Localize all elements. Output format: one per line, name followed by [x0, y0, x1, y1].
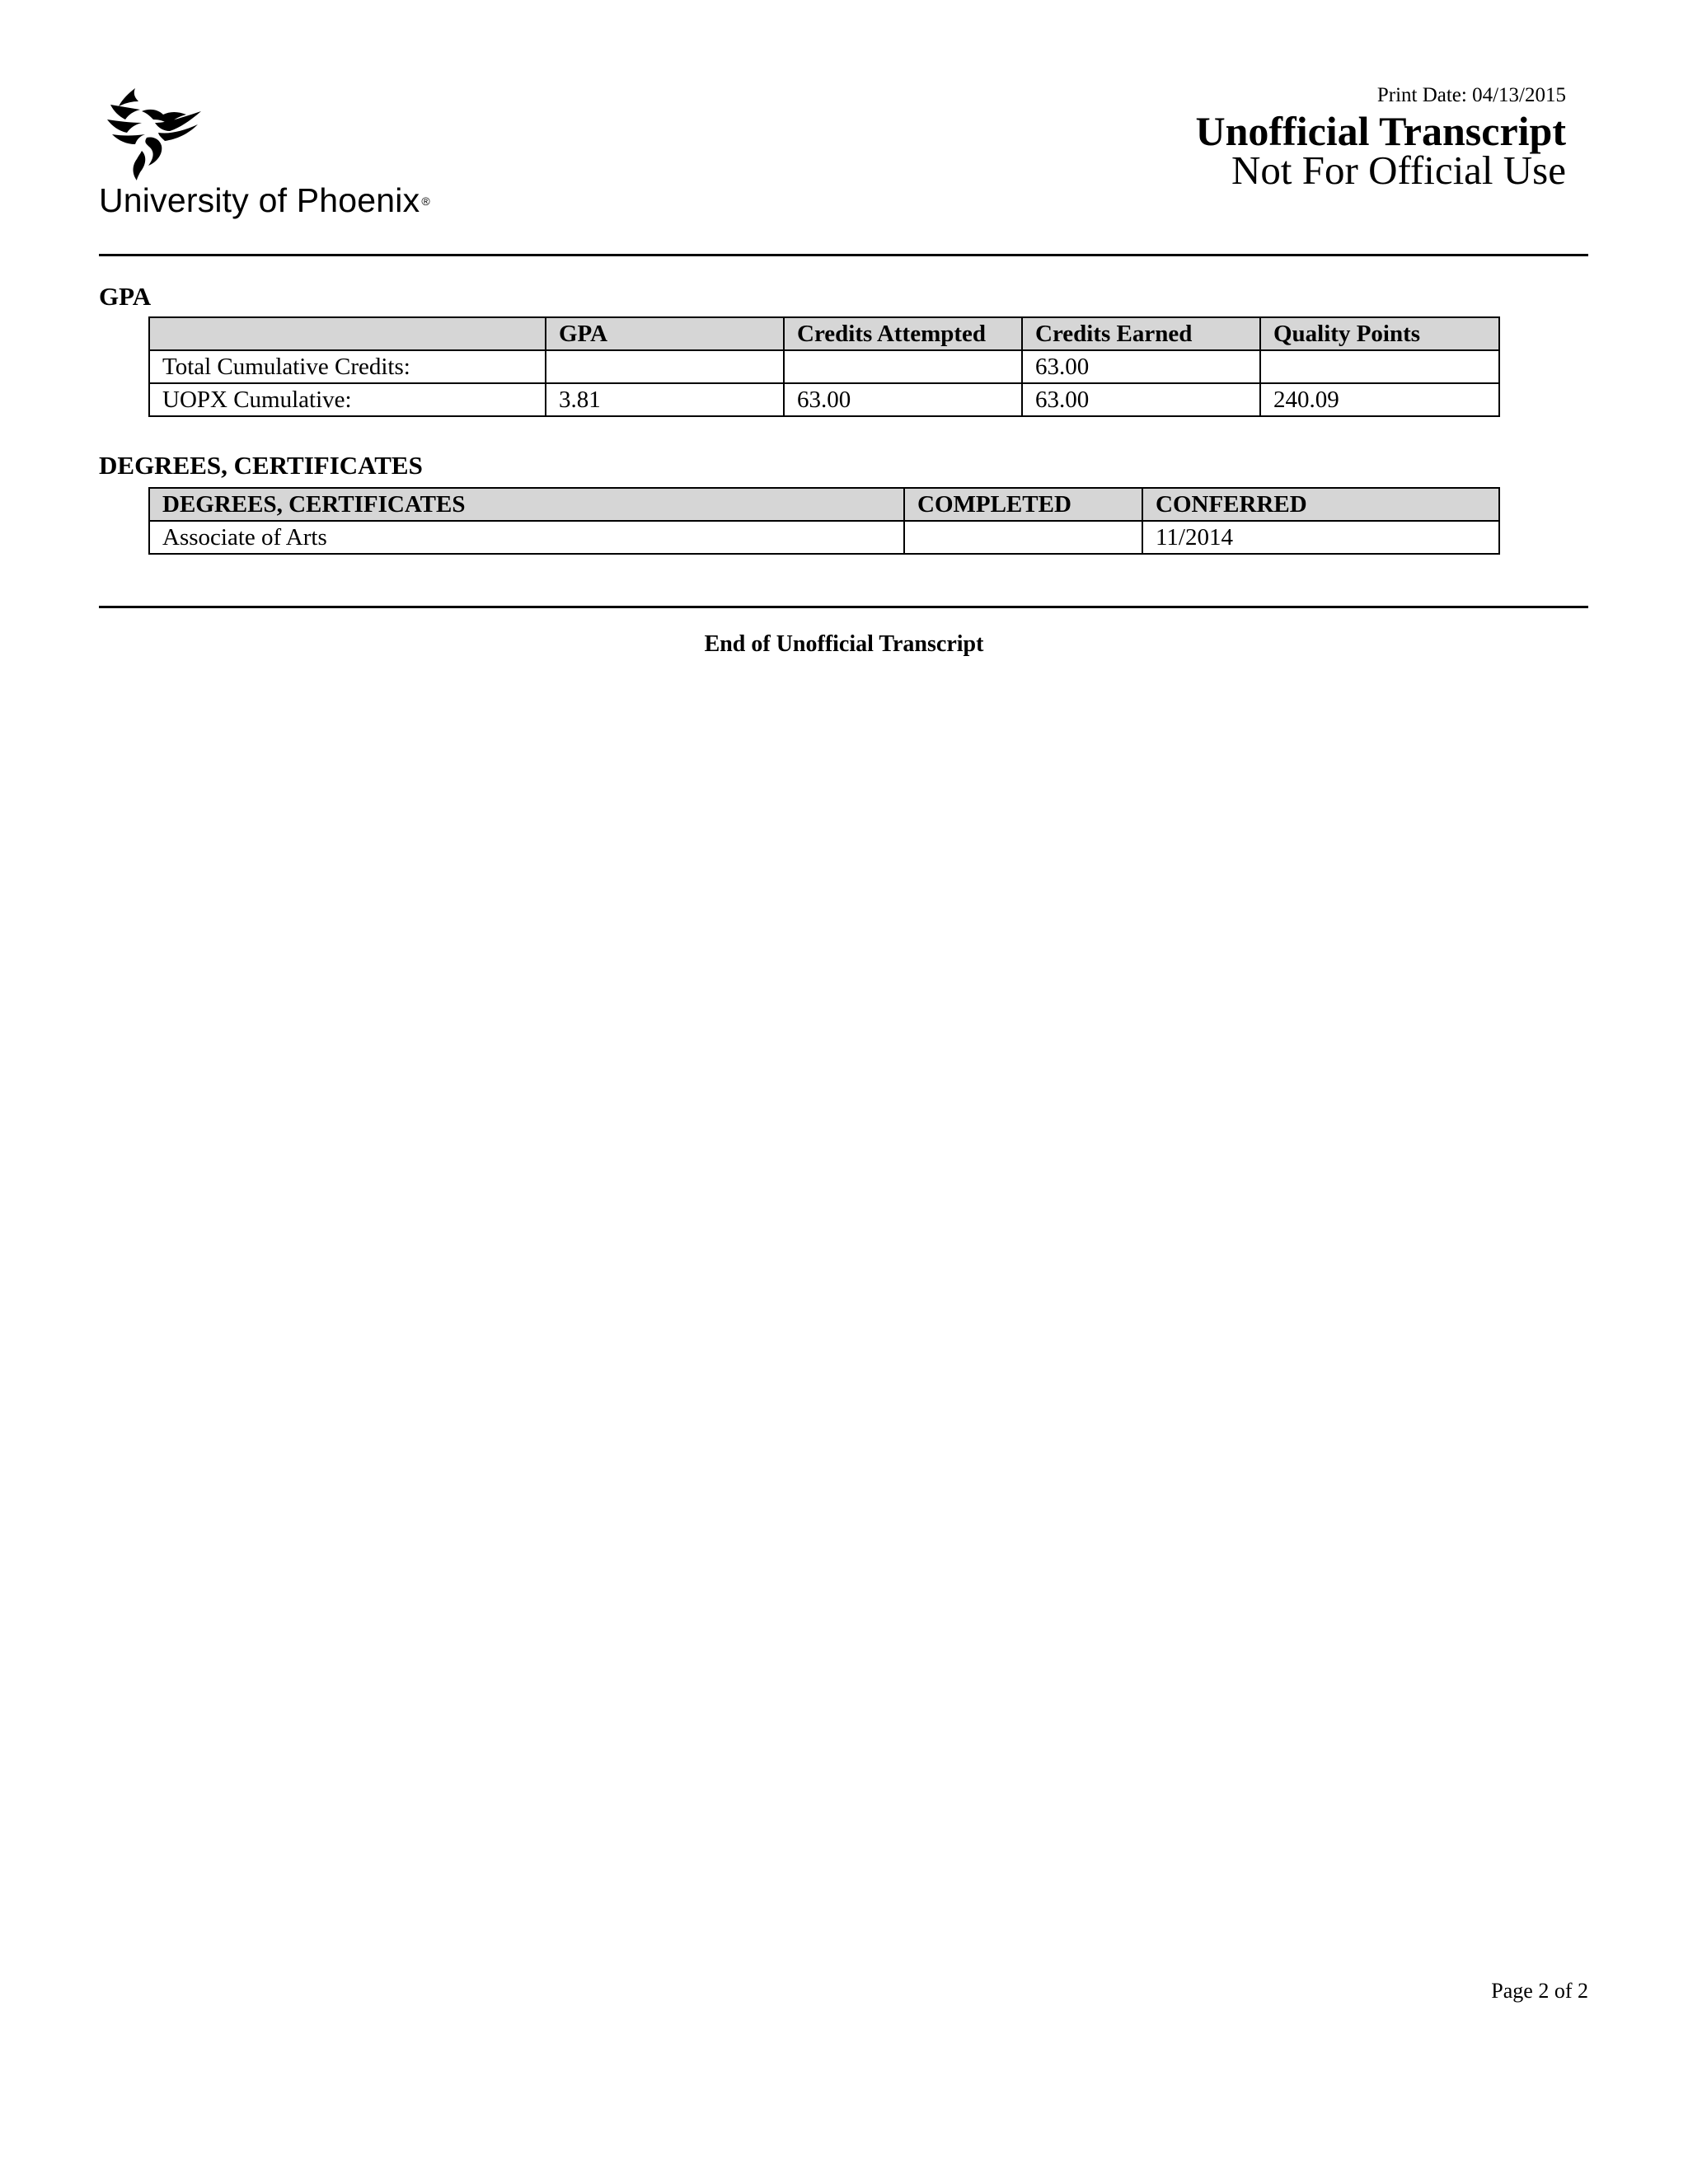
document-title: Unofficial Transcript: [1195, 108, 1566, 154]
gpa-table: [148, 316, 1500, 417]
gpa-header-row: [149, 317, 1499, 350]
document-subtitle: Not For Official Use: [1231, 148, 1566, 193]
gpa-row-label: UOPX Cumulative:: [149, 383, 546, 416]
gpa-cell: 240.09: [1260, 383, 1499, 416]
university-name-text: University of Phoenix: [99, 181, 420, 219]
page-number: Page 2 of 2: [1491, 1979, 1588, 2003]
gpa-cell: 63.00: [784, 383, 1022, 416]
degrees-col-conferred: CONFERRED: [1142, 488, 1499, 521]
gpa-cell: 3.81: [546, 383, 784, 416]
table-row: [149, 521, 1499, 554]
gpa-section-title: GPA: [99, 282, 152, 311]
degree-completed: [904, 521, 1142, 554]
top-divider: [99, 254, 1588, 256]
gpa-col-credits-earned: Credits Earned: [1022, 317, 1260, 350]
degrees-col-name: DEGREES, CERTIFICATES: [149, 488, 904, 521]
end-of-transcript-note: End of Unofficial Transcript: [704, 631, 984, 657]
degree-name: Associate of Arts: [149, 521, 904, 554]
table-row: [149, 383, 1499, 416]
gpa-col-quality-points: Quality Points: [1260, 317, 1499, 350]
degrees-col-completed: COMPLETED: [904, 488, 1142, 521]
gpa-cell: [1260, 350, 1499, 383]
print-date: Print Date: 04/13/2015: [1376, 84, 1566, 106]
degrees-header-row: [149, 488, 1499, 521]
gpa-col-label: [149, 317, 546, 350]
gpa-cell: 63.00: [1022, 350, 1260, 383]
gpa-cell: 63.00: [1022, 383, 1260, 416]
degree-conferred: 11/2014: [1142, 521, 1499, 554]
table-row: [149, 350, 1499, 383]
bottom-divider: [99, 606, 1588, 608]
gpa-col-credits-attempted: Credits Attempted: [784, 317, 1022, 350]
registered-mark: ®: [421, 194, 430, 209]
phoenix-logo-icon: [104, 87, 203, 181]
degrees-section-title: DEGREES, CERTIFICATES: [99, 451, 423, 480]
gpa-row-label: Total Cumulative Credits:: [149, 350, 546, 383]
university-name: [99, 181, 430, 219]
gpa-col-gpa: GPA: [546, 317, 784, 350]
degrees-table: [148, 487, 1500, 555]
gpa-cell: [546, 350, 784, 383]
university-logo: [99, 87, 528, 231]
gpa-cell: [784, 350, 1022, 383]
header-right: [1195, 82, 1566, 193]
